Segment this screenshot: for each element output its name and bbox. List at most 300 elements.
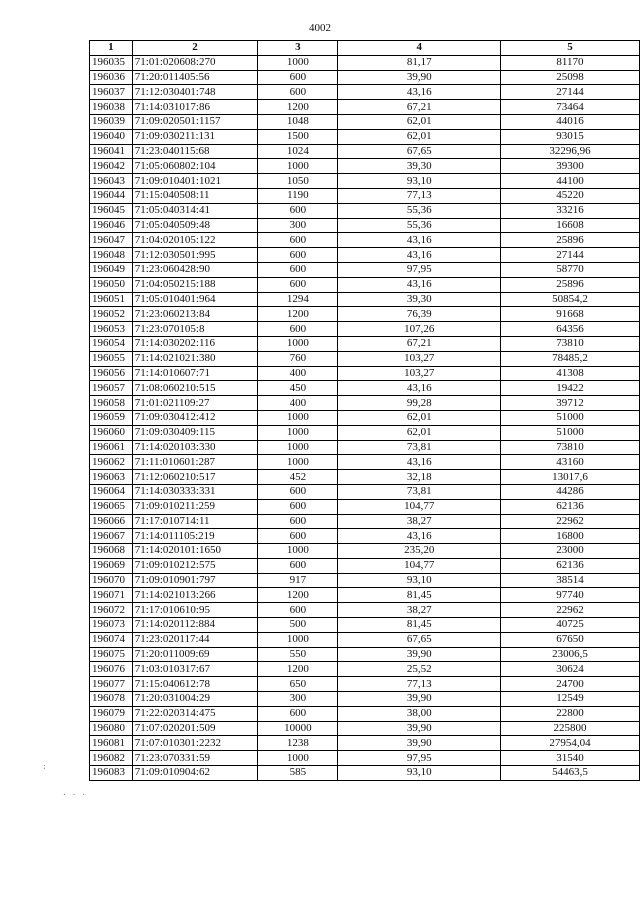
table-row [90, 751, 640, 766]
row-number-cell: 196042 [90, 159, 133, 174]
area-cell: 600 [258, 233, 338, 248]
cadastral-number-cell: 71:14:030202:116 [132, 336, 257, 351]
rate-cell: 77,13 [338, 677, 500, 692]
value-cell: 22962 [500, 514, 639, 529]
cadastral-number-cell: 71:14:010607:71 [132, 366, 257, 381]
table-row [90, 677, 640, 692]
row-number-cell: 196039 [90, 114, 133, 129]
row-number-cell: 196072 [90, 603, 133, 618]
value-cell: 24700 [500, 677, 639, 692]
rate-cell: 93,10 [338, 766, 500, 781]
rate-cell: 43,16 [338, 233, 500, 248]
area-cell: 650 [258, 677, 338, 692]
area-cell: 600 [258, 603, 338, 618]
row-number-cell: 196081 [90, 736, 133, 751]
cadastral-number-cell: 71:05:060802:104 [132, 159, 257, 174]
rate-cell: 67,65 [338, 632, 500, 647]
value-cell: 12549 [500, 692, 639, 707]
table-row [90, 410, 640, 425]
table-row [90, 529, 640, 544]
rate-cell: 39,30 [338, 292, 500, 307]
area-cell: 1000 [258, 425, 338, 440]
table-row [90, 706, 640, 721]
rate-cell: 55,36 [338, 218, 500, 233]
value-cell: 19422 [500, 381, 639, 396]
cadastral-number-cell: 71:12:030501:995 [132, 248, 257, 263]
value-cell: 44286 [500, 484, 639, 499]
row-number-cell: 196045 [90, 203, 133, 218]
table-row [90, 351, 640, 366]
cadastral-number-cell: 71:07:020201:509 [132, 721, 257, 736]
rate-cell: 43,16 [338, 381, 500, 396]
area-cell: 600 [258, 322, 338, 337]
cadastral-number-cell: 71:17:010610:95 [132, 603, 257, 618]
row-number-cell: 196050 [90, 277, 133, 292]
column-header-3: 3 [258, 41, 338, 56]
table-row [90, 381, 640, 396]
area-cell: 1200 [258, 662, 338, 677]
area-cell: 600 [258, 277, 338, 292]
row-number-cell: 196080 [90, 721, 133, 736]
value-cell: 51000 [500, 425, 639, 440]
table-row [90, 174, 640, 189]
area-cell: 760 [258, 351, 338, 366]
value-cell: 64356 [500, 322, 639, 337]
value-cell: 73464 [500, 100, 639, 115]
rate-cell: 93,10 [338, 174, 500, 189]
row-number-cell: 196077 [90, 677, 133, 692]
row-number-cell: 196066 [90, 514, 133, 529]
cadastral-number-cell: 71:04:050215:188 [132, 277, 257, 292]
rate-cell: 43,16 [338, 455, 500, 470]
table-row [90, 233, 640, 248]
cadastral-number-cell: 71:09:010211:259 [132, 499, 257, 514]
cadastral-number-cell: 71:23:070105:8 [132, 322, 257, 337]
table-row [90, 366, 640, 381]
cadastral-number-cell: 71:05:010401:964 [132, 292, 257, 307]
value-cell: 25896 [500, 277, 639, 292]
rate-cell: 73,81 [338, 484, 500, 499]
rate-cell: 97,95 [338, 751, 500, 766]
rate-cell: 39,90 [338, 692, 500, 707]
rate-cell: 39,90 [338, 736, 500, 751]
area-cell: 1200 [258, 100, 338, 115]
cadastral-number-cell: 71:08:060210:515 [132, 381, 257, 396]
row-number-cell: 196046 [90, 218, 133, 233]
cadastral-number-cell: 71:12:060210:517 [132, 470, 257, 485]
table-row [90, 514, 640, 529]
rate-cell: 81,17 [338, 55, 500, 70]
margin-mark: . . . [62, 788, 87, 797]
table-row [90, 484, 640, 499]
table-row [90, 248, 640, 263]
column-header-5: 5 [500, 41, 639, 56]
row-number-cell: 196035 [90, 55, 133, 70]
table-row [90, 558, 640, 573]
value-cell: 81170 [500, 55, 639, 70]
value-cell: 22962 [500, 603, 639, 618]
area-cell: 600 [258, 499, 338, 514]
value-cell: 62136 [500, 558, 639, 573]
table-row [90, 425, 640, 440]
row-number-cell: 196082 [90, 751, 133, 766]
rate-cell: 43,16 [338, 85, 500, 100]
table-row [90, 647, 640, 662]
cadastral-number-cell: 71:15:040612:78 [132, 677, 257, 692]
value-cell: 27144 [500, 85, 639, 100]
cadastral-number-cell: 71:14:021021:380 [132, 351, 257, 366]
rate-cell: 39,30 [338, 159, 500, 174]
column-header-2: 2 [132, 41, 257, 56]
row-number-cell: 196041 [90, 144, 133, 159]
value-cell: 67650 [500, 632, 639, 647]
value-cell: 91668 [500, 307, 639, 322]
value-cell: 58770 [500, 262, 639, 277]
row-number-cell: 196068 [90, 544, 133, 559]
row-number-cell: 196048 [90, 248, 133, 263]
rate-cell: 103,27 [338, 351, 500, 366]
row-number-cell: 196040 [90, 129, 133, 144]
area-cell: 600 [258, 203, 338, 218]
table-row [90, 662, 640, 677]
cadastral-number-cell: 71:01:020608:270 [132, 55, 257, 70]
table-row [90, 588, 640, 603]
area-cell: 600 [258, 248, 338, 263]
table-row [90, 632, 640, 647]
area-cell: 917 [258, 573, 338, 588]
table-header-row [90, 41, 640, 56]
rate-cell: 67,21 [338, 336, 500, 351]
value-cell: 45220 [500, 188, 639, 203]
rate-cell: 43,16 [338, 277, 500, 292]
area-cell: 1000 [258, 632, 338, 647]
table-row [90, 203, 640, 218]
cadastral-number-cell: 71:09:010401:1021 [132, 174, 257, 189]
area-cell: 600 [258, 70, 338, 85]
value-cell: 54463,5 [500, 766, 639, 781]
table-row [90, 55, 640, 70]
area-cell: 550 [258, 647, 338, 662]
cadastral-number-cell: 71:09:030211:131 [132, 129, 257, 144]
value-cell: 93015 [500, 129, 639, 144]
cadastral-number-cell: 71:01:021109:27 [132, 396, 257, 411]
table-row [90, 188, 640, 203]
value-cell: 225800 [500, 721, 639, 736]
rate-cell: 77,13 [338, 188, 500, 203]
rate-cell: 67,65 [338, 144, 500, 159]
value-cell: 73810 [500, 440, 639, 455]
area-cell: 1238 [258, 736, 338, 751]
area-cell: 400 [258, 366, 338, 381]
cadastral-number-cell: 71:20:011009:69 [132, 647, 257, 662]
area-cell: 600 [258, 706, 338, 721]
rate-cell: 25,52 [338, 662, 500, 677]
area-cell: 1200 [258, 588, 338, 603]
row-number-cell: 196057 [90, 381, 133, 396]
value-cell: 43160 [500, 455, 639, 470]
area-cell: 1000 [258, 159, 338, 174]
area-cell: 300 [258, 218, 338, 233]
rate-cell: 43,16 [338, 248, 500, 263]
rate-cell: 99,28 [338, 396, 500, 411]
table-row [90, 692, 640, 707]
rate-cell: 107,26 [338, 322, 500, 337]
value-cell: 13017,6 [500, 470, 639, 485]
value-cell: 39712 [500, 396, 639, 411]
page-number: 4002 [309, 22, 331, 34]
area-cell: 400 [258, 396, 338, 411]
table-row [90, 307, 640, 322]
rate-cell: 38,27 [338, 603, 500, 618]
area-cell: 600 [258, 558, 338, 573]
area-cell: 585 [258, 766, 338, 781]
area-cell: 600 [258, 529, 338, 544]
cadastral-number-cell: 71:09:030409:115 [132, 425, 257, 440]
row-number-cell: 196063 [90, 470, 133, 485]
column-header-4: 4 [338, 41, 500, 56]
row-number-cell: 196070 [90, 573, 133, 588]
row-number-cell: 196083 [90, 766, 133, 781]
area-cell: 10000 [258, 721, 338, 736]
row-number-cell: 196075 [90, 647, 133, 662]
table-row [90, 277, 640, 292]
row-number-cell: 196052 [90, 307, 133, 322]
value-cell: 40725 [500, 618, 639, 633]
table-row [90, 336, 640, 351]
cadastral-number-cell: 71:15:040508:11 [132, 188, 257, 203]
value-cell: 23000 [500, 544, 639, 559]
value-cell: 78485,2 [500, 351, 639, 366]
table-row [90, 736, 640, 751]
cadastral-number-cell: 71:14:020101:1650 [132, 544, 257, 559]
table-row [90, 322, 640, 337]
table-row [90, 70, 640, 85]
rate-cell: 38,00 [338, 706, 500, 721]
area-cell: 500 [258, 618, 338, 633]
area-cell: 600 [258, 484, 338, 499]
row-number-cell: 196078 [90, 692, 133, 707]
row-number-cell: 196038 [90, 100, 133, 115]
cadastral-number-cell: 71:03:010317:67 [132, 662, 257, 677]
table-row [90, 455, 640, 470]
cadastral-number-cell: 71:22:020314:475 [132, 706, 257, 721]
area-cell: 1024 [258, 144, 338, 159]
rate-cell: 104,77 [338, 499, 500, 514]
row-number-cell: 196037 [90, 85, 133, 100]
cadastral-number-cell: 71:11:010601:287 [132, 455, 257, 470]
area-cell: 1500 [258, 129, 338, 144]
table-row [90, 544, 640, 559]
value-cell: 31540 [500, 751, 639, 766]
column-header-1: 1 [90, 41, 133, 56]
row-number-cell: 196044 [90, 188, 133, 203]
area-cell: 300 [258, 692, 338, 707]
area-cell: 1000 [258, 440, 338, 455]
row-number-cell: 196051 [90, 292, 133, 307]
rate-cell: 104,77 [338, 558, 500, 573]
value-cell: 51000 [500, 410, 639, 425]
area-cell: 1294 [258, 292, 338, 307]
row-number-cell: 196061 [90, 440, 133, 455]
table-row [90, 144, 640, 159]
area-cell: 600 [258, 262, 338, 277]
rate-cell: 81,45 [338, 618, 500, 633]
cadastral-number-cell: 71:14:030333:331 [132, 484, 257, 499]
table-row [90, 114, 640, 129]
rate-cell: 103,27 [338, 366, 500, 381]
value-cell: 25896 [500, 233, 639, 248]
cadastral-value-table [89, 40, 640, 781]
cadastral-number-cell: 71:20:011405:56 [132, 70, 257, 85]
area-cell: 1050 [258, 174, 338, 189]
row-number-cell: 196065 [90, 499, 133, 514]
area-cell: 1200 [258, 307, 338, 322]
area-cell: 1190 [258, 188, 338, 203]
row-number-cell: 196062 [90, 455, 133, 470]
value-cell: 27954,04 [500, 736, 639, 751]
row-number-cell: 196073 [90, 618, 133, 633]
table-row [90, 618, 640, 633]
cadastral-number-cell: 71:14:020103:330 [132, 440, 257, 455]
rate-cell: 73,81 [338, 440, 500, 455]
rate-cell: 62,01 [338, 129, 500, 144]
value-cell: 22800 [500, 706, 639, 721]
value-cell: 32296,96 [500, 144, 639, 159]
rate-cell: 62,01 [338, 410, 500, 425]
row-number-cell: 196043 [90, 174, 133, 189]
table-row [90, 85, 640, 100]
row-number-cell: 196054 [90, 336, 133, 351]
cadastral-number-cell: 71:14:031017:86 [132, 100, 257, 115]
cadastral-number-cell: 71:05:040314:41 [132, 203, 257, 218]
area-cell: 1000 [258, 55, 338, 70]
value-cell: 39300 [500, 159, 639, 174]
value-cell: 50854,2 [500, 292, 639, 307]
row-number-cell: 196067 [90, 529, 133, 544]
area-cell: 1000 [258, 336, 338, 351]
cadastral-number-cell: 71:07:010301:2232 [132, 736, 257, 751]
area-cell: 1000 [258, 410, 338, 425]
table-row [90, 129, 640, 144]
value-cell: 62136 [500, 499, 639, 514]
row-number-cell: 196058 [90, 396, 133, 411]
rate-cell: 39,90 [338, 721, 500, 736]
rate-cell: 81,45 [338, 588, 500, 603]
cadastral-number-cell: 71:05:040509:48 [132, 218, 257, 233]
rate-cell: 43,16 [338, 529, 500, 544]
rate-cell: 76,39 [338, 307, 500, 322]
row-number-cell: 196059 [90, 410, 133, 425]
area-cell: 1000 [258, 544, 338, 559]
table-row [90, 603, 640, 618]
table-row [90, 721, 640, 736]
rate-cell: 39,90 [338, 70, 500, 85]
cadastral-number-cell: 71:23:060428:90 [132, 262, 257, 277]
value-cell: 27144 [500, 248, 639, 263]
area-cell: 1000 [258, 751, 338, 766]
rate-cell: 62,01 [338, 114, 500, 129]
area-cell: 600 [258, 514, 338, 529]
row-number-cell: 196036 [90, 70, 133, 85]
table-row [90, 470, 640, 485]
row-number-cell: 196079 [90, 706, 133, 721]
row-number-cell: 196076 [90, 662, 133, 677]
area-cell: 1048 [258, 114, 338, 129]
margin-mark: : [42, 762, 47, 771]
table-body [90, 55, 640, 780]
cadastral-number-cell: 71:23:040115:68 [132, 144, 257, 159]
row-number-cell: 196069 [90, 558, 133, 573]
area-cell: 600 [258, 85, 338, 100]
cadastral-number-cell: 71:09:020501:1157 [132, 114, 257, 129]
value-cell: 16800 [500, 529, 639, 544]
area-cell: 1000 [258, 455, 338, 470]
cadastral-number-cell: 71:23:020117:44 [132, 632, 257, 647]
cadastral-number-cell: 71:14:020112:884 [132, 618, 257, 633]
row-number-cell: 196060 [90, 425, 133, 440]
rate-cell: 235,20 [338, 544, 500, 559]
value-cell: 97740 [500, 588, 639, 603]
rate-cell: 97,95 [338, 262, 500, 277]
cadastral-number-cell: 71:09:030412:412 [132, 410, 257, 425]
cadastral-number-cell: 71:12:030401:748 [132, 85, 257, 100]
row-number-cell: 196071 [90, 588, 133, 603]
value-cell: 33216 [500, 203, 639, 218]
value-cell: 44016 [500, 114, 639, 129]
rate-cell: 62,01 [338, 425, 500, 440]
table-row [90, 262, 640, 277]
table-row [90, 159, 640, 174]
value-cell: 23006,5 [500, 647, 639, 662]
table-row [90, 292, 640, 307]
value-cell: 41308 [500, 366, 639, 381]
cadastral-number-cell: 71:20:031004:29 [132, 692, 257, 707]
cadastral-number-cell: 71:04:020105:122 [132, 233, 257, 248]
row-number-cell: 196055 [90, 351, 133, 366]
row-number-cell: 196074 [90, 632, 133, 647]
value-cell: 25098 [500, 70, 639, 85]
cadastral-number-cell: 71:14:011105:219 [132, 529, 257, 544]
table-row [90, 218, 640, 233]
cadastral-number-cell: 71:09:010904:62 [132, 766, 257, 781]
area-cell: 452 [258, 470, 338, 485]
value-cell: 30624 [500, 662, 639, 677]
table-row [90, 766, 640, 781]
table-row [90, 440, 640, 455]
table-row [90, 396, 640, 411]
value-cell: 73810 [500, 336, 639, 351]
cadastral-number-cell: 71:23:070331:59 [132, 751, 257, 766]
value-cell: 44100 [500, 174, 639, 189]
rate-cell: 39,90 [338, 647, 500, 662]
row-number-cell: 196049 [90, 262, 133, 277]
rate-cell: 55,36 [338, 203, 500, 218]
cadastral-number-cell: 71:09:010212:575 [132, 558, 257, 573]
cadastral-number-cell: 71:17:010714:11 [132, 514, 257, 529]
value-cell: 16608 [500, 218, 639, 233]
cadastral-number-cell: 71:14:021013:266 [132, 588, 257, 603]
row-number-cell: 196053 [90, 322, 133, 337]
row-number-cell: 196056 [90, 366, 133, 381]
row-number-cell: 196047 [90, 233, 133, 248]
rate-cell: 38,27 [338, 514, 500, 529]
value-cell: 38514 [500, 573, 639, 588]
rate-cell: 32,18 [338, 470, 500, 485]
rate-cell: 67,21 [338, 100, 500, 115]
cadastral-number-cell: 71:09:010901:797 [132, 573, 257, 588]
table-row [90, 100, 640, 115]
table-row [90, 573, 640, 588]
